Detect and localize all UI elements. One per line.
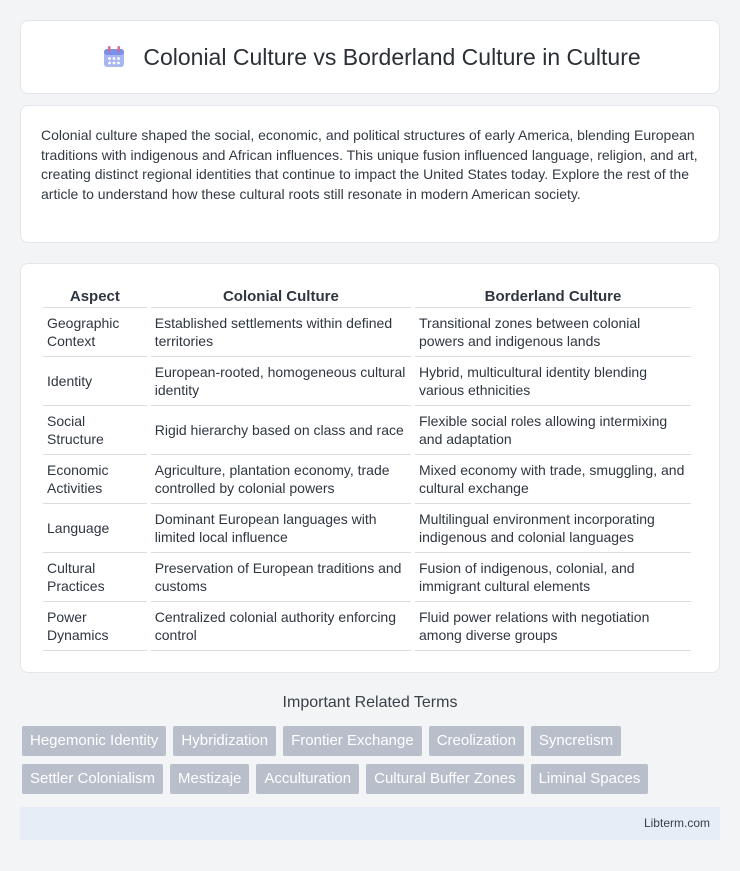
header-colonial: Colonial Culture bbox=[151, 284, 411, 308]
related-term-tag[interactable]: Liminal Spaces bbox=[531, 764, 649, 794]
header-borderland: Borderland Culture bbox=[415, 284, 691, 308]
borderland-cell: Flexible social roles allowing intermixing and adaptation bbox=[415, 406, 691, 455]
aspect-cell: Identity bbox=[43, 357, 147, 406]
comparison-table bbox=[39, 284, 695, 651]
colonial-cell: Dominant European languages with limited local influence bbox=[151, 504, 411, 553]
colonial-cell: Established settlements within defined territories bbox=[151, 308, 411, 357]
colonial-cell: Rigid hierarchy based on class and race bbox=[151, 406, 411, 455]
comparison-card bbox=[20, 263, 720, 673]
table-header-row bbox=[43, 284, 691, 308]
borderland-cell: Multilingual environment incorporating indigenous and colonial languages bbox=[415, 504, 691, 553]
colonial-cell: Preservation of European traditions and customs bbox=[151, 553, 411, 602]
aspect-cell: Social Structure bbox=[43, 406, 147, 455]
related-terms-heading: Important Related Terms bbox=[282, 694, 458, 711]
related-term-tag[interactable]: Settler Colonialism bbox=[22, 764, 163, 794]
aspect-cell: Language bbox=[43, 504, 147, 553]
related-term-tag[interactable]: Cultural Buffer Zones bbox=[366, 764, 523, 794]
related-term-tag[interactable]: Hybridization bbox=[173, 726, 276, 756]
borderland-cell: Fusion of indigenous, colonial, and immigrant cultural elements bbox=[415, 553, 691, 602]
colonial-cell: Agriculture, plantation economy, trade controlled by colonial powers bbox=[151, 455, 411, 504]
page-title: Colonial Culture vs Borderland Culture in Culture bbox=[143, 43, 641, 70]
aspect-cell: Power Dynamics bbox=[43, 602, 147, 651]
footer-brand-link[interactable]: Libterm.com bbox=[643, 816, 710, 830]
related-term-tag[interactable]: Acculturation bbox=[256, 764, 359, 794]
title-card bbox=[20, 20, 720, 94]
table-row bbox=[43, 406, 691, 455]
table-row bbox=[43, 308, 691, 357]
table-row bbox=[43, 602, 691, 651]
related-term-tag[interactable]: Hegemonic Identity bbox=[22, 726, 166, 756]
intro-paragraph: Colonial culture shaped the social, economic, and political structures of early America, blending European traditions with indigenous and African influences. This unique fusion influenced language, religion, and art, creating distinct regional identities that continue to impact the United States today. Explore the rest of the article to understand how these cultural roots still resonate in modern American society. bbox=[41, 127, 698, 202]
aspect-cell: Cultural Practices bbox=[43, 553, 147, 602]
table-row bbox=[43, 357, 691, 406]
table-row bbox=[43, 455, 691, 504]
table-row bbox=[43, 553, 691, 602]
related-terms-list bbox=[22, 726, 722, 794]
related-term-tag[interactable]: Syncretism bbox=[531, 726, 621, 756]
aspect-cell: Economic Activities bbox=[43, 455, 147, 504]
related-term-tag[interactable]: Creolization bbox=[429, 726, 524, 756]
table-row bbox=[43, 504, 691, 553]
intro-card bbox=[20, 105, 720, 243]
header-aspect: Aspect bbox=[43, 284, 147, 308]
related-term-tag[interactable]: Frontier Exchange bbox=[283, 726, 422, 756]
borderland-cell: Fluid power relations with negotiation among diverse groups bbox=[415, 602, 691, 651]
colonial-cell: European-rooted, homogeneous cultural identity bbox=[151, 357, 411, 406]
calendar-icon bbox=[99, 42, 129, 72]
borderland-cell: Mixed economy with trade, smuggling, and cultural exchange bbox=[415, 455, 691, 504]
borderland-cell: Hybrid, multicultural identity blending various ethnicities bbox=[415, 357, 691, 406]
colonial-cell: Centralized colonial authority enforcing control bbox=[151, 602, 411, 651]
aspect-cell: Geographic Context bbox=[43, 308, 147, 357]
related-term-tag[interactable]: Mestizaje bbox=[170, 764, 249, 794]
borderland-cell: Transitional zones between colonial powers and indigenous lands bbox=[415, 308, 691, 357]
footer bbox=[20, 807, 720, 840]
